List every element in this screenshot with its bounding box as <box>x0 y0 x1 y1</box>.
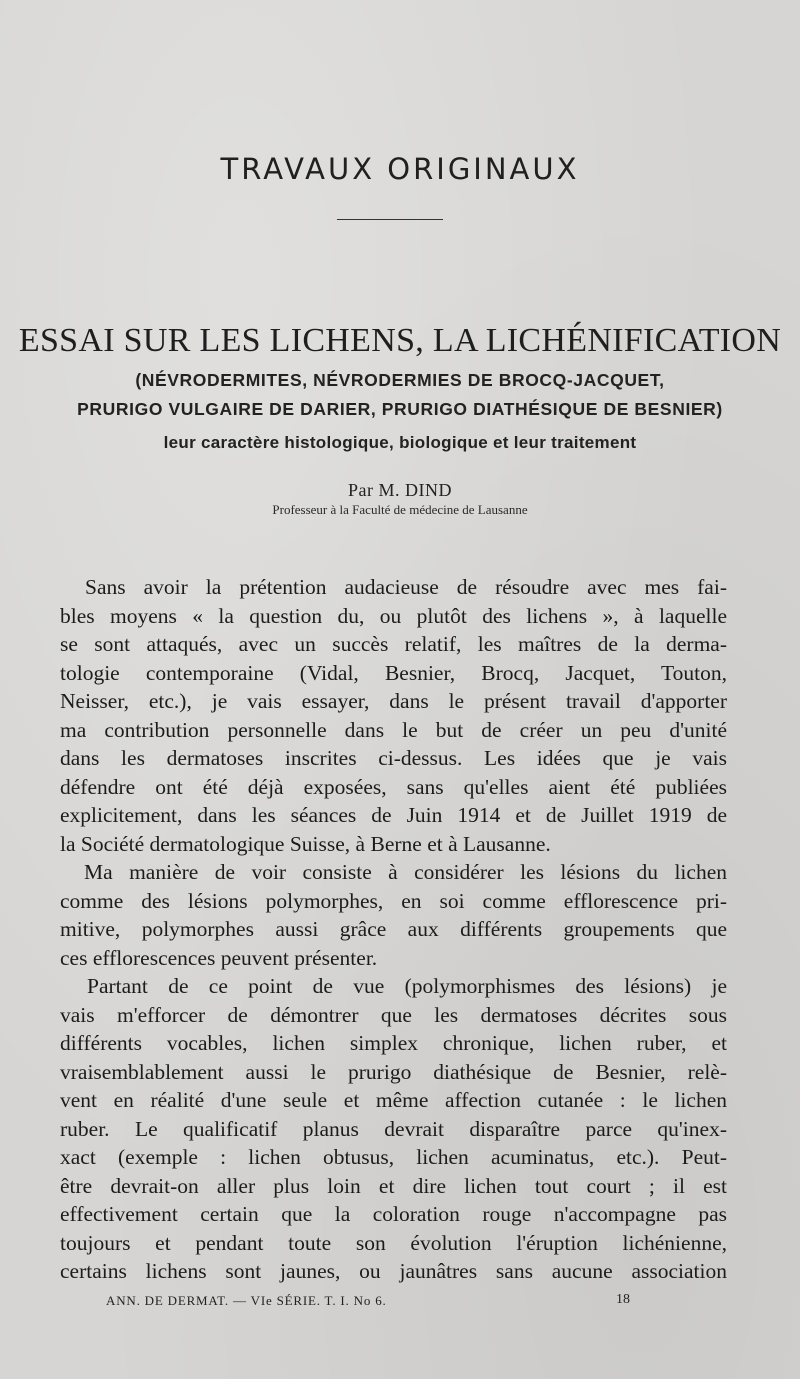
author-byline: Par M. DIND <box>348 480 452 500</box>
article-subtitle-line-3: leur caractère histologique, biologique et leur traitement <box>163 433 637 452</box>
body-paragraph-3 <box>60 972 727 1286</box>
body-line: vais m'efforcer de démontrer que les dermatoses décrites sous <box>60 1002 727 1027</box>
body-line: différents vocables, lichen simplex chronique, lichen ruber, et <box>60 1031 727 1055</box>
article-subtitle-line-1: (NÉVRODERMITES, NÉVRODERMIES DE BROCQ-JACQUET, <box>135 370 665 390</box>
body-line: vent en réalité d'une seule et même affection cutanée : le lichen <box>60 1088 727 1112</box>
body-line: défendre ont été déjà exposées, sans qu'elles aient été publiées <box>60 774 727 799</box>
body-line: mitive, polymorphes aussi grâce aux différents groupements que <box>60 917 727 941</box>
body-line: vraisemblablement aussi le prurigo diathésique de Besnier, relè- <box>60 1059 727 1084</box>
body-line: Ma manière de voir consiste à considérer les lésions du lichen <box>84 860 727 884</box>
body-paragraph-1 <box>60 573 727 858</box>
page-number: 18 <box>616 1292 630 1307</box>
body-line: ruber. Le qualificatif planus devrait disparaître parce qu'inex- <box>60 1116 727 1141</box>
body-line: explicitement, dans les séances de Juin 1914 et de Juillet 1919 de <box>60 803 727 827</box>
body-line: Partant de ce point de vue (polymorphismes des lésions) je <box>87 974 727 998</box>
title-divider <box>337 219 443 220</box>
body-line: ces efflorescences peuvent présenter. <box>60 945 378 970</box>
body-line: Sans avoir la prétention audacieuse de résoudre avec mes fai- <box>85 575 727 599</box>
body-line: bles moyens « la question du, ou plutôt des lichens », à laquelle <box>60 603 727 628</box>
body-line: effectivement certain que la coloration rouge n'accompagne pas <box>60 1202 727 1226</box>
body-paragraph-2 <box>60 858 727 972</box>
journal-reference: ANN. DE DERMAT. — VIe SÉRIE. T. I. No 6. <box>106 1293 387 1308</box>
body-line: toujours et pendant toute son évolution l'éruption lichénienne, <box>60 1230 727 1255</box>
body-line: Neisser, etc.), je vais essayer, dans le présent travail d'apporter <box>60 689 727 713</box>
body-line: se sont attaqués, avec un succès relatif, les maîtres de la derma- <box>60 632 727 656</box>
section-title: TRAVAUX ORIGINAUX <box>220 152 580 186</box>
article-subtitle-line-2: PRURIGO VULGAIRE DE DARIER, PRURIGO DIATHÉSIQUE DE BESNIER) <box>77 399 723 419</box>
author-affiliation: Professeur à la Faculté de médecine de Lausanne <box>272 502 528 517</box>
body-line: tologie contemporaine (Vidal, Besnier, Brocq, Jacquet, Touton, <box>60 660 727 685</box>
article-title: ESSAI SUR LES LICHENS, LA LICHÉNIFICATION <box>18 322 782 359</box>
body-line: comme des lésions polymorphes, en soi comme efflorescence pri- <box>60 888 727 913</box>
body-line: certains lichens sont jaunes, ou jaunâtres sans aucune association <box>60 1259 727 1283</box>
body-line: être devrait-on aller plus loin et dire lichen tout court ; il est <box>60 1173 727 1198</box>
body-line: dans les dermatoses inscrites ci-dessus. Les idées que je vais <box>60 746 727 770</box>
body-line: la Société dermatologique Suisse, à Berne et à Lausanne. <box>60 831 551 856</box>
body-line: xact (exemple : lichen obtusus, lichen acuminatus, etc.). Peut- <box>60 1145 727 1169</box>
body-line: ma contribution personnelle dans le but de créer un peu d'unité <box>60 717 727 742</box>
